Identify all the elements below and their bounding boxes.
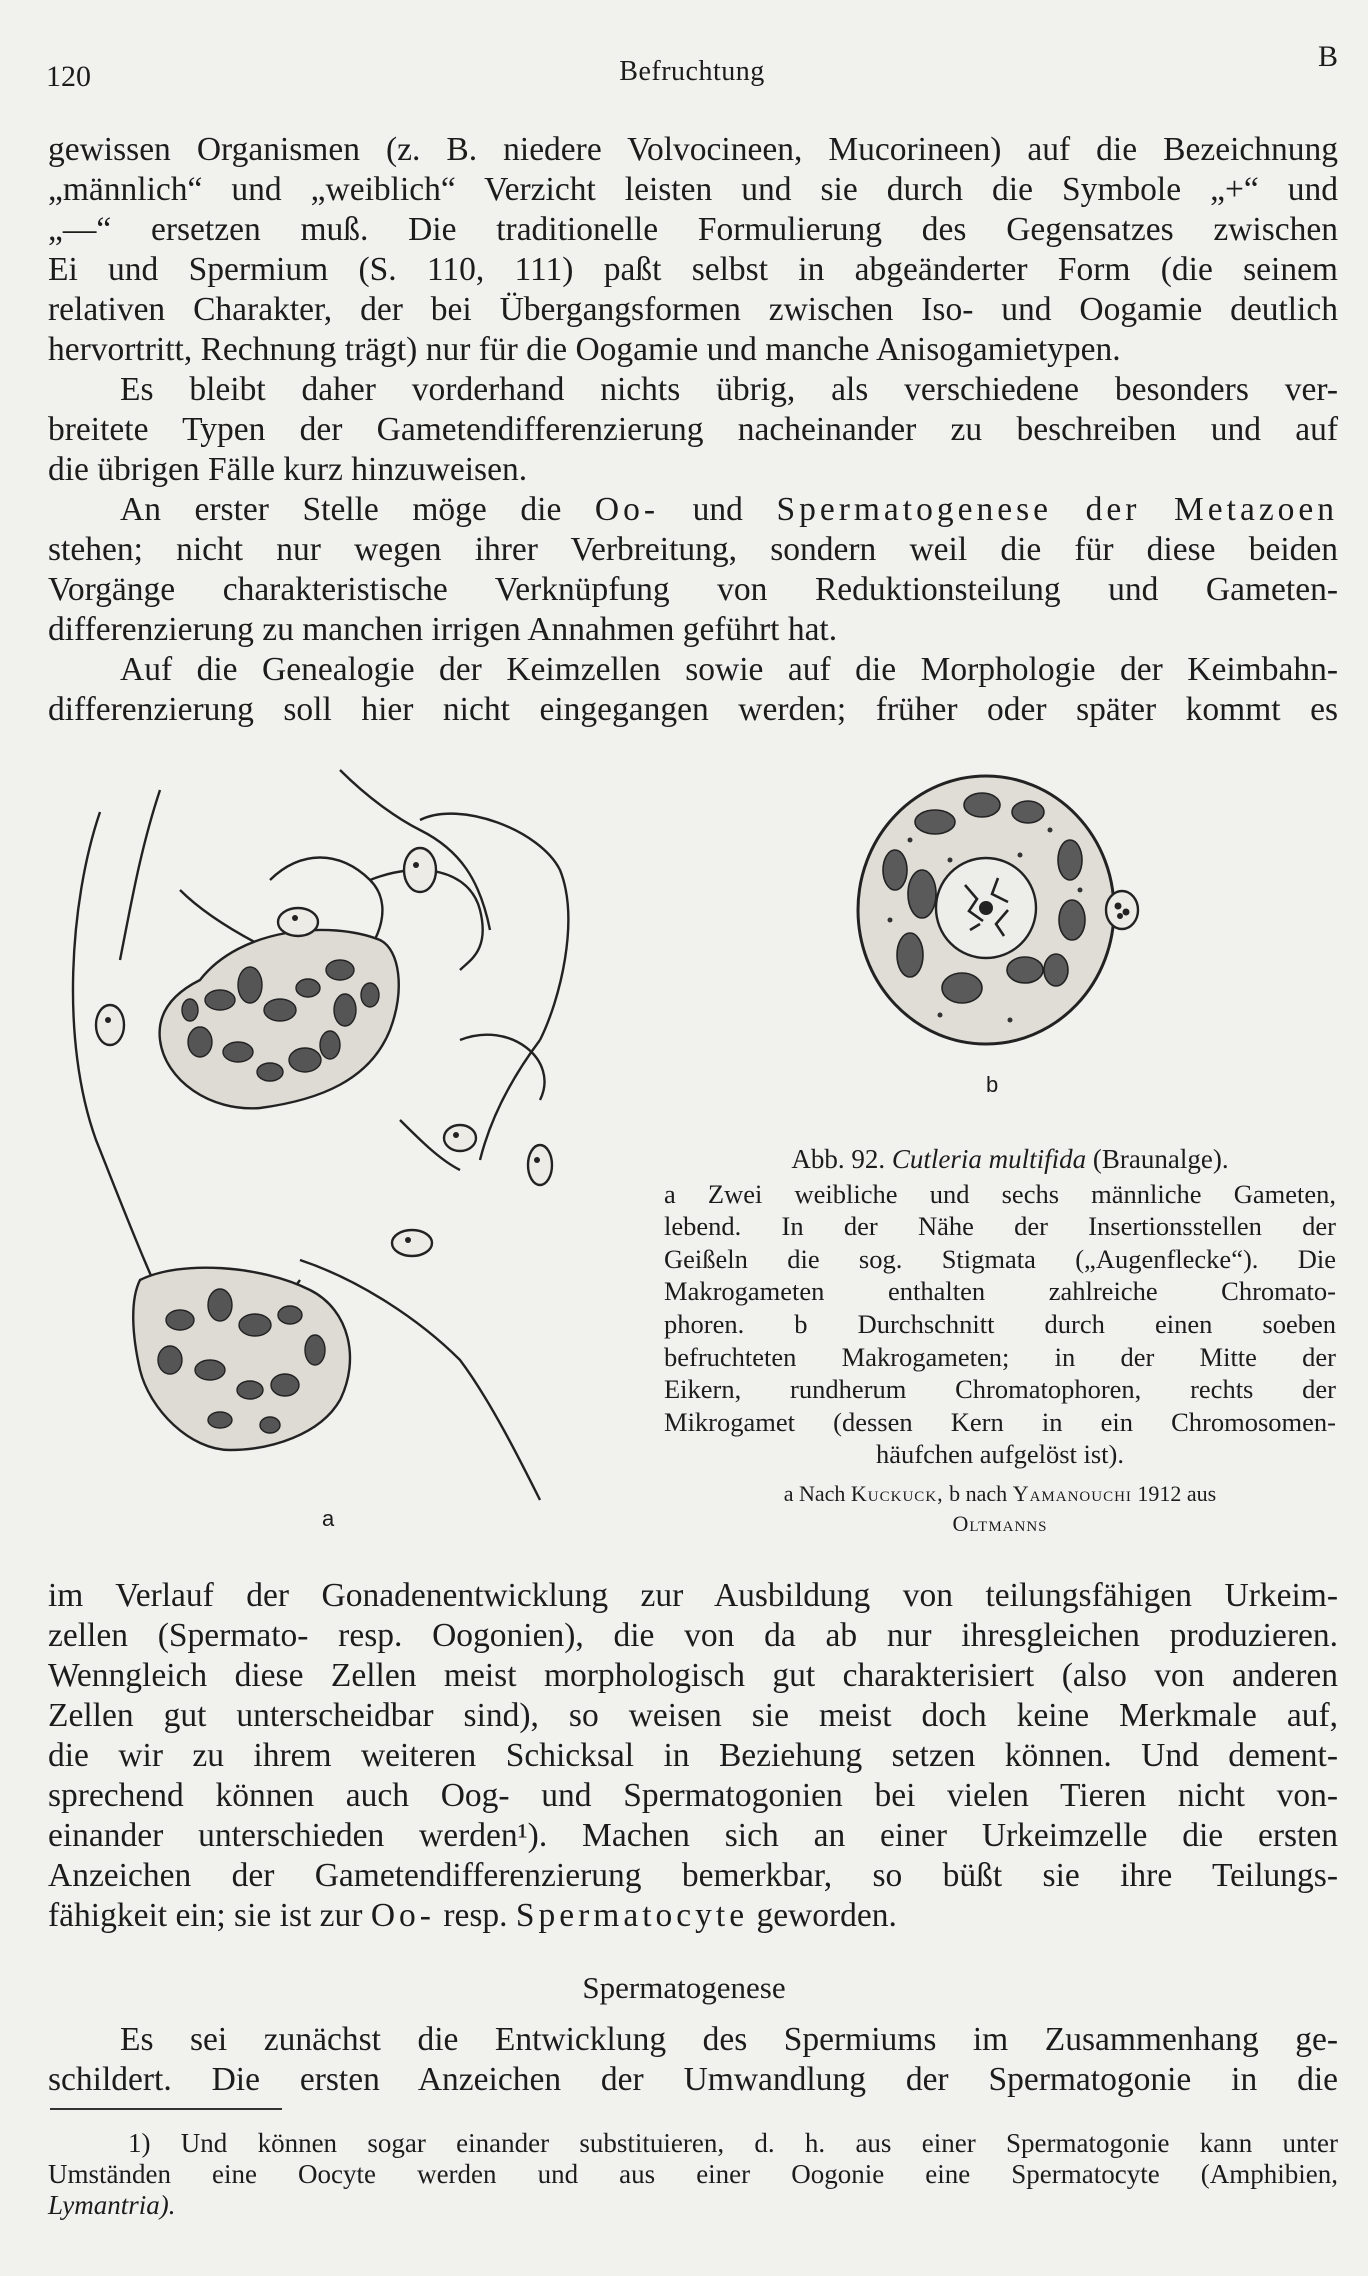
caption-line: Geißeln die sog. Stigmata („Augenflecke“). Die [664, 1243, 1336, 1274]
footnote [48, 2128, 1338, 2221]
text-line: Wenngleich diese Zellen meist morphologisch gut charakterisiert (also von anderen [48, 1657, 1338, 1694]
figure-a-gametes-drawing [40, 760, 640, 1520]
page-header [46, 40, 1338, 96]
text-run: und [692, 491, 743, 528]
source-text: b nach [949, 1480, 1008, 1506]
spaced-term-spermatogenese: Spermatogenese [776, 491, 1053, 528]
text-block-mid [48, 1576, 1338, 1936]
spaced-term-der: der [1085, 491, 1141, 528]
text-line: breitete Typen der Gametendifferenzierung nacheinander zu beschreiben und auf [48, 411, 1338, 448]
footnote-italic-term: Lymantria). [48, 2190, 176, 2220]
text-line: Anzeichen der Gametendifferenzierung bemerkbar, so büßt sie ihre Teilungs- [48, 1857, 1338, 1894]
text-line: einander unterschieden werden¹). Machen sich an einer Urkeimzelle die ersten [48, 1817, 1338, 1854]
spaced-term-oo: Oo- [370, 1897, 435, 1934]
source-text: a Nach [783, 1480, 846, 1506]
text-line: relativen Charakter, der bei Übergangsformen zwischen Iso- und Oogamie deutlich [48, 291, 1338, 328]
text-line: die übrigen Fälle kurz hinzuweisen. [48, 451, 528, 488]
caption-title [664, 1143, 1336, 1176]
text-line: sprechend können auch Oog- und Spermatogonien bei vielen Tieren nicht von- [48, 1777, 1338, 1814]
text-line: Zellen gut unterscheidbar sind), so weisen sie meist doch keine Merkmale auf, [48, 1697, 1338, 1734]
signature-mark: B [1317, 40, 1338, 73]
text-line: Vorgänge charakteristische Verknüpfung von Reduktionsteilung und Gameten- [48, 571, 1338, 608]
text-run: geworden. [756, 1897, 897, 1934]
text-line-spaced [48, 490, 1338, 530]
footnote-line: 1) Und können sogar einander substituieren, d. h. aus einer Spermatogonie kann unter [128, 2128, 1338, 2158]
spaced-term-oo: Oo- [594, 491, 660, 528]
text-line: „männlich“ und „weiblich“ Verzicht leisten und sie durch die Symbole „+“ und [48, 171, 1338, 208]
text-line: stehen; nicht nur wegen ihrer Verbreitung, sondern weil die für diese beiden [48, 531, 1338, 568]
caption-figure-number: Abb. 92. [791, 1144, 886, 1174]
caption-species: Cutleria multifida [891, 1144, 1087, 1174]
source-author-yamanouchi: Yamanouchi [1012, 1480, 1132, 1506]
source-author-kuckuck: Kuckuck, [850, 1480, 944, 1506]
footnote-line: Umständen eine Oocyte werden und aus einer Oogonie eine Spermatocyte (Amphibien, [48, 2159, 1338, 2189]
section-heading: Spermatogenese [582, 1970, 786, 2005]
text-block-top [48, 130, 1338, 730]
text-block-bottom [48, 2020, 1338, 2100]
text-line: hervortritt, Rechnung trägt) nur für die Oogamie und manche Anisogamietypen. [48, 331, 1121, 368]
text-line: differenzierung soll hier nicht eingegangen werden; früher oder später kommt es [48, 691, 1338, 728]
text-line: Ei und Spermium (S. 110, 111) paßt selbst in abgeänderter Form (die seinem [48, 251, 1338, 288]
caption-line: befruchteten Makrogameten; in der Mitte der [664, 1341, 1336, 1372]
footnote-rule [50, 2108, 282, 2110]
caption-line: lebend. In der Nähe der Insertionsstellen der [664, 1211, 1336, 1242]
text-run: fähigkeit ein; sie ist zur [48, 1897, 363, 1934]
figure-b-macrogamete-drawing [850, 760, 1160, 1060]
text-run: An erster Stelle möge die [120, 491, 562, 528]
text-line: Es sei zunächst die Entwicklung des Spermiums im Zusammenhang ge- [120, 2021, 1338, 2058]
figure-label-a: a [322, 1506, 335, 1531]
source-author-oltmanns: Oltmanns [952, 1510, 1048, 1536]
caption-line: häufchen aufgelöst ist). [876, 1439, 1124, 1470]
text-line: Es bleibt daher vorderhand nichts übrig, als verschiedene besonders ver- [120, 371, 1338, 408]
source-text: 1912 aus [1137, 1480, 1217, 1506]
figure-caption [664, 1143, 1336, 1539]
spaced-term-spermatocyte: Spermatocyte [515, 1897, 749, 1934]
caption-line: Makrogameten enthalten zahlreiche Chromato- [664, 1276, 1336, 1307]
running-title: Befruchtung [619, 56, 765, 87]
text-line: die wir zu ihrem weiteren Schicksal in Beziehung setzen können. Und dement- [48, 1737, 1338, 1774]
caption-title-suffix: (Braunalge). [1092, 1144, 1229, 1174]
text-line-spaced [48, 1896, 1338, 1936]
text-line: schildert. Die ersten Anzeichen der Umwandlung der Spermatogonie in die [48, 2061, 1338, 2098]
figure-label-b: b [986, 1072, 999, 1097]
text-run: resp. [443, 1897, 508, 1934]
footnote-line [48, 2190, 1338, 2221]
caption-line: phoren. b Durchschnitt durch einen soeben [664, 1308, 1336, 1339]
text-line: differenzierung zu manchen irrigen Annahmen geführt hat. [48, 611, 838, 648]
text-line: „—“ ersetzen muß. Die traditionelle Formulierung des Gegensatzes zwischen [48, 211, 1338, 248]
page-number: 120 [46, 60, 91, 93]
caption-line: Mikrogamet (dessen Kern in ein Chromosomen- [664, 1406, 1336, 1437]
text-line: im Verlauf der Gonadenentwicklung zur Ausbildung von teilungsfähigen Urkeim- [48, 1577, 1338, 1614]
caption-line: Eikern, rundherum Chromatophoren, rechts der [664, 1374, 1336, 1405]
caption-line: a Zwei weibliche und sechs männliche Gameten, [664, 1178, 1336, 1209]
text-line: Auf die Genealogie der Keimzellen sowie auf die Morphologie der Keimbahn- [120, 651, 1338, 688]
text-line: gewissen Organismen (z. B. niedere Volvocineen, Mucorineen) auf die Bezeichnung [48, 131, 1338, 168]
caption-source [664, 1479, 1336, 1539]
spaced-term-metazoen: Metazoen [1173, 491, 1339, 528]
text-line: zellen (Spermato- resp. Oogonien), die von da ab nur ihresgleichen produzieren. [48, 1617, 1338, 1654]
